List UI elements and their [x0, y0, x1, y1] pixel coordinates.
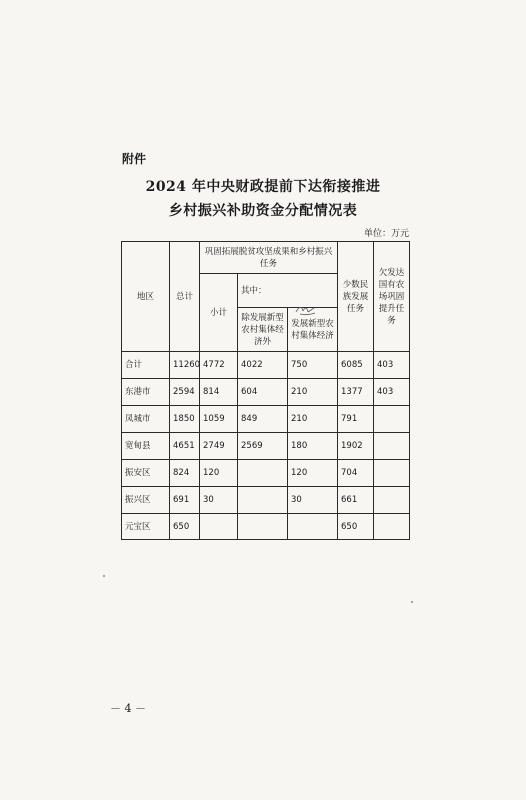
cell-region: 振安区: [122, 460, 170, 487]
cell-minority: 661: [338, 487, 374, 514]
cell-collective: 210: [288, 379, 338, 406]
header-collective: 发展新型农村集体经济: [288, 308, 338, 352]
table-row: [122, 514, 410, 540]
cell-excl-collective: 849: [238, 406, 288, 433]
cell-minority: 1902: [338, 433, 374, 460]
table-row: [122, 433, 410, 460]
document-title-line2: 乡村振兴补助资金分配情况表: [168, 203, 358, 219]
scan-speck: [411, 601, 413, 603]
allocation-table: [121, 241, 410, 540]
cell-excl-collective: [238, 487, 288, 514]
cell-minority: 6085: [338, 352, 374, 379]
cell-region: 振兴区: [122, 487, 170, 514]
cell-subtotal: 4772: [200, 352, 238, 379]
cell-total: 824: [170, 460, 200, 487]
cell-region: 元宝区: [122, 514, 170, 540]
cell-state-farm: [374, 433, 410, 460]
cell-region: 东港市: [122, 379, 170, 406]
attachment-label: 附件: [122, 152, 147, 166]
cell-total: 11260: [170, 352, 200, 379]
header-state-farm: 欠发达国有农场巩固提升任务: [374, 242, 410, 352]
cell-collective: 30: [288, 487, 338, 514]
cell-total: 650: [170, 514, 200, 540]
cell-excl-collective: 604: [238, 379, 288, 406]
header-among: 其中：: [238, 274, 338, 308]
cell-collective: [288, 514, 338, 540]
cell-region: 宽甸县: [122, 433, 170, 460]
cell-collective: 180: [288, 433, 338, 460]
cell-subtotal: [200, 514, 238, 540]
cell-subtotal: 814: [200, 379, 238, 406]
table-row: [122, 406, 410, 433]
cell-excl-collective: 2569: [238, 433, 288, 460]
cell-total: 1850: [170, 406, 200, 433]
header-total: 总计: [170, 242, 200, 352]
cell-subtotal: 30: [200, 487, 238, 514]
cell-state-farm: [374, 406, 410, 433]
cell-excl-collective: [238, 514, 288, 540]
cell-state-farm: 403: [374, 379, 410, 406]
table-row: [122, 352, 410, 379]
cell-region: 凤城市: [122, 406, 170, 433]
cell-collective: 750: [288, 352, 338, 379]
cell-minority: 650: [338, 514, 374, 540]
handwritten-mark: [294, 303, 318, 317]
cell-subtotal: 120: [200, 460, 238, 487]
cell-collective: 210: [288, 406, 338, 433]
cell-total: 4651: [170, 433, 200, 460]
cell-minority: 1377: [338, 379, 374, 406]
cell-state-farm: [374, 487, 410, 514]
header-consolidation-group: 巩固拓展脱贫攻坚成果和乡村振兴任务: [200, 242, 338, 274]
page-number: － 4 －: [110, 702, 146, 715]
scan-speck: [103, 575, 105, 577]
cell-total: 2594: [170, 379, 200, 406]
header-minority: 少数民族发展任务: [338, 242, 374, 352]
cell-excl-collective: 4022: [238, 352, 288, 379]
header-region: 地区: [122, 242, 170, 352]
cell-region: 合计: [122, 352, 170, 379]
cell-subtotal: 1059: [200, 406, 238, 433]
unit-label: 单位：万元: [363, 229, 409, 239]
cell-minority: 791: [338, 406, 374, 433]
cell-excl-collective: [238, 460, 288, 487]
header-excl-collective: 除发展新型农村集体经济外: [238, 308, 288, 352]
cell-state-farm: [374, 514, 410, 540]
document-title-line1: 2024 年中央财政提前下达衔接推进: [145, 179, 381, 195]
cell-minority: 704: [338, 460, 374, 487]
table-row: [122, 379, 410, 406]
header-subtotal: 小计: [200, 274, 238, 352]
cell-state-farm: [374, 460, 410, 487]
table-row: [122, 460, 410, 487]
cell-total: 691: [170, 487, 200, 514]
cell-subtotal: 2749: [200, 433, 238, 460]
table-row: [122, 487, 410, 514]
cell-collective: 120: [288, 460, 338, 487]
cell-state-farm: 403: [374, 352, 410, 379]
